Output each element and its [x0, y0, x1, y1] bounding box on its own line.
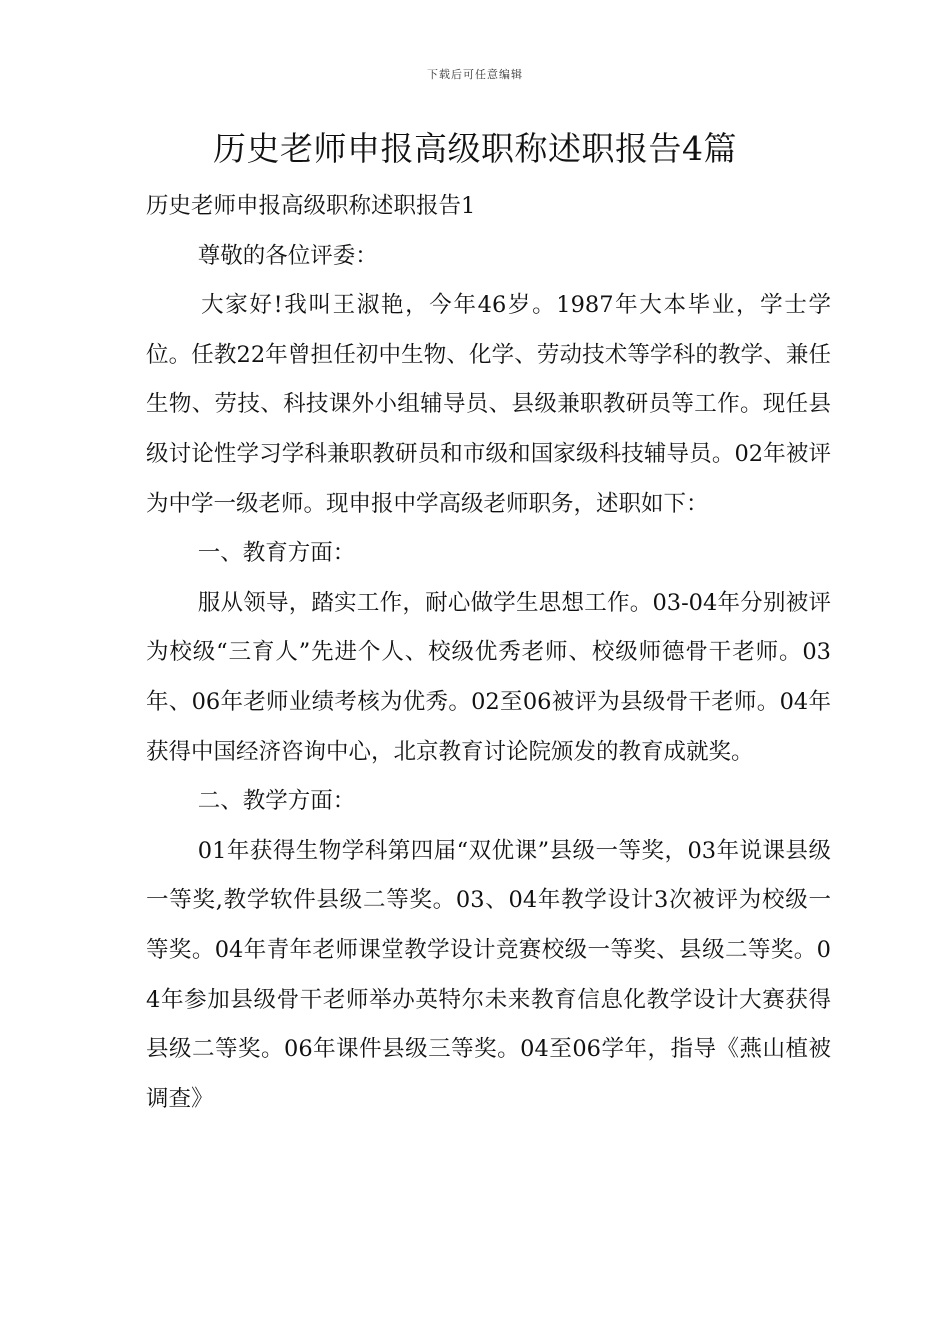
heading-education: 一、教育方面：: [197, 540, 356, 567]
salutation: 尊敬的各位评委：: [197, 242, 378, 269]
paragraph-education: 服从领导，踏实工作，耐心做学生思想工作。03-04年分别被评为校级“三育人”先进个人、校级优秀老师、校级师德骨干老师。03年、06年老师业绩考核为优秀。02至06被评为县级骨干老师。04年获得中国经济咨询中心，北京教育讨论院颁发的教育成就奖。: [146, 589, 831, 765]
section-heading: 历史老师申报高级职称述职报告1: [146, 193, 476, 219]
document-body: [146, 182, 831, 1124]
paragraph-teaching: 01年获得生物学科第四届“双优课”县级一等奖，03年说课县级一等奖,教学软件县级二等奖。03、04年教学设计3次被评为校级一等奖。04年青年老师课堂教学设计竞赛校级一等奖、县级二等奖。04年参加县级骨干老师举办英特尔未来教育信息化教学设计大赛获得县级二等奖。06年课件县级三等奖。04至06学年，指导《燕山植被调查》: [146, 837, 831, 1112]
header-note: 下载后可任意编辑: [427, 68, 523, 81]
paragraph-intro: 大家好!我叫王淑艳，今年46岁。1987年大本毕业，学士学位。任教22年曾担任初中生物、化学、劳动技术等学科的教学、兼任生物、劳技、科技课外小组辅导员、县级兼职教研员等工作。现任县级讨论性学习学科兼职教研员和市级和国家级科技辅导员。02年被评为中学一级老师。现申报中学高级老师职务，述职如下：: [146, 292, 831, 517]
heading-teaching: 二、教学方面：: [197, 788, 356, 815]
document-title: 历史老师申报高级职称述职报告4篇: [213, 129, 737, 168]
